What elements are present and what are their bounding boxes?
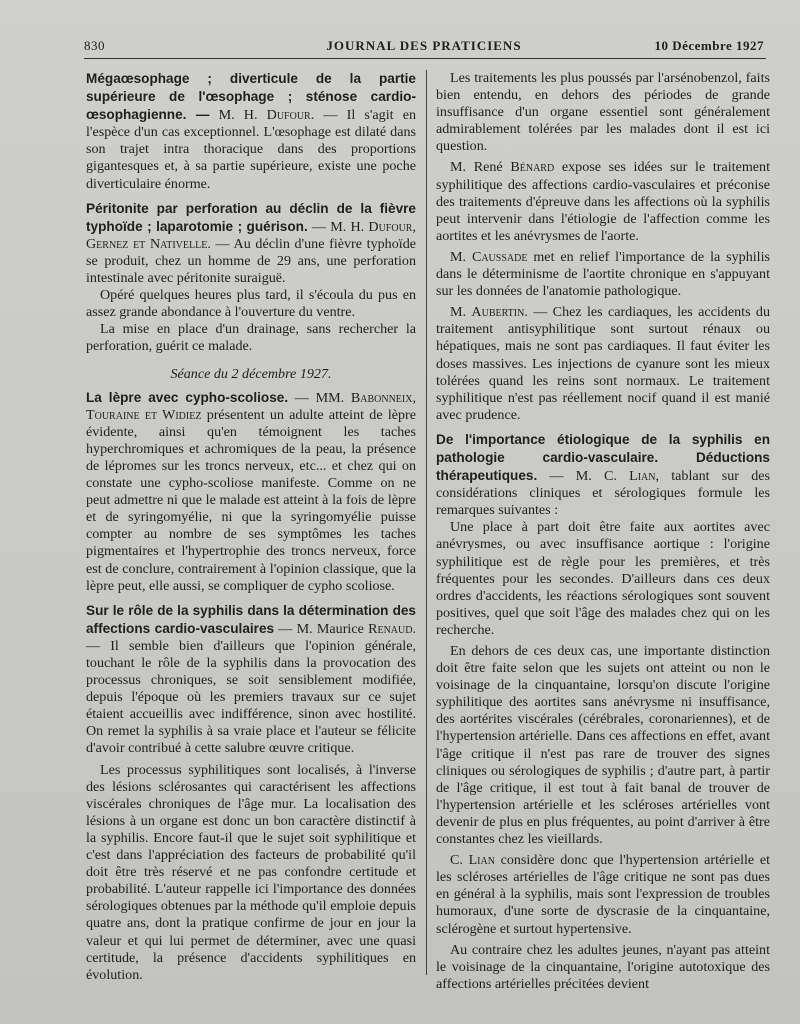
author-name: Lian	[629, 468, 656, 485]
page-number: 830	[84, 38, 105, 53]
article-peritonite: Péritonite par perforation au déclin de la fièvre typhoïde ; laparotomie ; guérison. — M. H. Dufour, Gernez et Nativelle. — Au déclin d'une fièvre typhoïde se produit, chez un homme de 29 ans, une perforation intestinale avec péritonite suraiguë.	[86, 200, 416, 287]
article-title: De l'importance étiologique de la syphilis en pathologie cardio-vasculaire. Déductions thérapeutiques.	[436, 431, 770, 484]
paragraph: La mise en place d'un drainage, sans rechercher la perforation, guérit ce malade.	[86, 321, 416, 355]
author-name: Aubertin	[471, 304, 525, 321]
author-name: Bénard	[510, 159, 555, 176]
paragraph: Une place à part doit être faite aux aortites avec anévrysmes, ou avec insuffisance aortique : l'origine syphilitique est de règle pour les premières, et très fréquentes pour les secondes. D'ailleurs dans ces deux ordres d'accidents, les réactions sérologiques sont souvent positives, quel que soit l'âge des malades chez qui on les recherche.	[436, 519, 770, 638]
article-title: Mégaœsophage ; diverticule de la partie supérieure de l'œsophage ; sténose cardio-œsophagienne. —	[86, 71, 416, 123]
paragraph-benard: M. René Bénard expose ses idées sur le traitement syphilitique des affections cardio-vasculaires et préconise des traitements d'épreuve dans les affections où la syphilis peut intervenir dans l'étiologie de l'affection comme les aortites et les anévrysmes de l'aorte.	[436, 159, 770, 244]
paragraph: Les traitements les plus poussés par l'arsénobenzol, faits bien entendu, en dehors des périodes de grande insuffisance d'un organe essentiel sont généralement admirablement tolérées par les malades dont il est ici question.	[436, 70, 770, 155]
column-divider	[426, 70, 427, 975]
issue-date: 10 Décembre 1927	[654, 38, 764, 53]
author-names: Babonneix, Touraine et Widiez	[86, 389, 416, 423]
paragraph: Opéré quelques heures plus tard, il s'écoula du pus en assez grande abondance à l'ouverture du ventre.	[86, 287, 416, 321]
right-column	[436, 70, 770, 993]
article-title: Péritonite par perforation au déclin de la fièvre typhoïde ; laparotomie ; guérison.	[86, 200, 416, 234]
paragraph-caussade: M. Caussade met en relief l'importance de la syphilis dans le déterminisme de l'aortite chronique en s'appuyant sur les données de l'anatomie pathologique.	[436, 248, 770, 300]
article-title: Sur le rôle de la syphilis dans la détermination des affections cardio-vasculaires	[86, 602, 416, 636]
article-lepre: La lèpre avec cypho-scoliose. — MM. Babonneix, Touraine et Widiez présentent un adulte atteint de lèpre évidente, ainsi qu'en témoignent les taches hyperchromiques et achromiques de la peau, la présence de lépromes sur les troncs nerveux, etc... et chez qui on constate une cypho-scoliose manifeste. Comme on ne peut admettre ni que le malade est atteint à la fois de lèpre et de syringomyélie, ni que la syringomyélie puisse compter au nombre de ses symptômes les taches pigmentaires et l'hypertrophie des troncs nerveux, force est de conclure, contrairement à l'opinion classique, que la lèpre peut, elle aussi, se compliquer de cypho scoliose.	[86, 389, 417, 594]
author-name: Caussade	[471, 248, 528, 265]
author-name: Lian	[468, 852, 495, 869]
header-rule	[84, 58, 766, 59]
paragraph-lian: C. Lian considère donc que l'hypertension artérielle et les scléroses artérielles de l'âge critique ne sont pas dues en général à la syphilis, mais sont l'expression de troubles humoraux, d'une sorte de dyscrasie de la cinquantaine, sclérogène et surtout hypertensive.	[436, 852, 770, 937]
journal-title: JOURNAL DES PRATICIENS	[326, 38, 522, 53]
author-name: Renaud	[368, 620, 413, 637]
paragraph: Les processus syphilitiques sont localisés, à l'inverse des lésions sclérosantes qui caractérisent les affections viscérales chroniques de l'âge mur. La localisation des lésions à un organe est donc un bon caractère distinctif à la syphilis. Encore faut-il que le sujet soit syphilitique et c'est dans l'appréciation des facteurs de probabilité qu'il doit être très réservé et ne pas confondre certitude et probabilité. L'auteur rappelle ici l'importance des données sérologiques obtenues par la méthode qu'il emploie depuis quatre ans, dont la pratique confirme de jour en jour la valeur et qui lui permet de déterminer, avec une quasi certitude, la présence d'accidents syphilitiques en évolution.	[86, 761, 416, 983]
article-title: La lèpre avec cypho-scoliose.	[86, 389, 289, 405]
article-megaoesophage: Mégaœsophage ; diverticule de la partie supérieure de l'œsophage ; sténose cardio-œsophagienne. — M. H. Dufour. — Il s'agit en l'espèce d'un cas exceptionnel. L'œsophage est dilaté dans son trajet intra thoracique dans des proportions gigantesques et, à sa partie supérieure, existe une poche diverticulaire énorme.	[86, 71, 417, 192]
author-name: Dufour	[266, 107, 311, 124]
article-syphilis-etiologie: De l'importance étiologique de la syphilis en pathologie cardio-vasculaire. Déductions thérapeutiques. — M. C. Lian, tablant sur des considérations cliniques et sérologiques formule les remarques suivantes :	[436, 431, 770, 519]
paragraph: En dehors de ces deux cas, une importante distinction doit être faite selon que les sujets ont atteint ou non le voisinage de la cinquantaine, lorsqu'on discute l'origine syphilitique des aortites sans anévrysme ni insuffisance, des aortérites viscérales (cérébrales, coronariennes), et de l'hypertension artérielle. Dans ces affections en effet, avant l'âge critique il n'est pas rare de trouver des signes cliniques ou sérologiques de syphilis ; d'autre part, à partir de l'âge critique, il est tout à fait banal de trouver de l'hypertension artérielle et les scléroses artérielles vont devenir de plus en plus fréquentes, au point d'arriver à être constantes chez les vieillards.	[436, 643, 770, 848]
running-header	[84, 36, 764, 56]
paragraph: Au contraire chez les adultes jeunes, n'ayant pas atteint le voisinage de la cinquantaine, l'origine autotoxique des affections artérielles précitées devient	[436, 941, 770, 992]
author-names: Dufour, Gernez et Nativelle	[86, 218, 416, 252]
session-heading: Séance du 2 décembre 1927.	[170, 365, 332, 382]
article-syphilis-role: Sur le rôle de la syphilis dans la détermination des affections cardio-vasculaires — M. Maurice Renaud. — Il semble bien d'ailleurs que l'opinion générale, touchant le rôle de la syphilis dans la provocation des processus chroniques, se soit sensiblement modifiée, depuis l'époque où les premiers travaux sur ce sujet étaient accueillis avec indifférence, sinon avec hostilité. On remet la syphilis à sa vraie place et l'auteur se félicite d'avoir contribué à cette salubre œuvre critique.	[86, 602, 416, 757]
paragraph-aubertin: M. Aubertin. — Chez les cardiaques, les accidents du traitement antisyphilitique sont surtout rénaux ou hépatiques, mais ne sont pas cardiaques. Il faut éviter les doses massives. Les injections de cyanure sont les mieux tolérées quand les reins sont normaux. Le traitement syphilitique n'est pas réellement nocif quand il est manié avec prudence.	[436, 304, 770, 423]
left-column	[86, 70, 416, 984]
